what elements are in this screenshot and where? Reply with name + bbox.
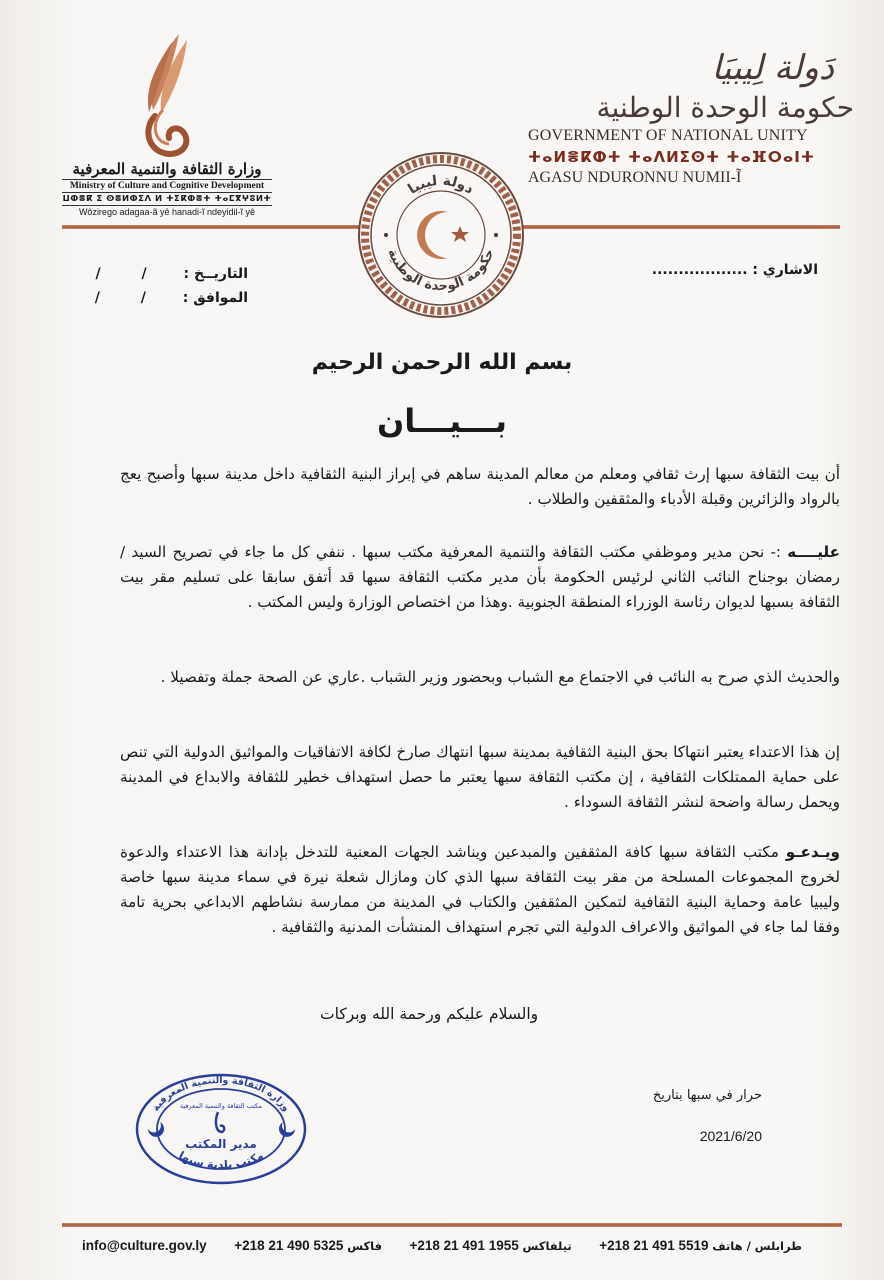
stamp-sub-text: مكتب الثقافة والتنمية المعرفية bbox=[179, 1102, 263, 1110]
address-label: طرابلس / هاتف bbox=[712, 1239, 802, 1253]
basmala: بسم الله الرحمن الرحيم bbox=[311, 350, 573, 375]
closing-salutation: والسلام عليكم ورحمة الله وبركات bbox=[320, 1005, 539, 1023]
svg-text:مكتب بلدية سبها bbox=[176, 1149, 265, 1172]
stamp-crescent-right-icon bbox=[279, 1122, 295, 1137]
issued-date: 2021/6/20 bbox=[699, 1128, 762, 1144]
stamp-feather-icon bbox=[216, 1112, 224, 1132]
gnu-title-amazigh: AGASU NDURONNU NUMII-Ĩ bbox=[528, 169, 742, 186]
government-seal-icon bbox=[356, 150, 526, 320]
paragraph-5-lead: ويـدعـو bbox=[785, 843, 840, 861]
gnu-title-ar: حكومة الوحدة الوطنية bbox=[596, 91, 854, 124]
paragraph-2-lead: عليــــه bbox=[787, 543, 840, 561]
stamp-crescent-left-icon bbox=[148, 1122, 164, 1137]
stamp-top-text: وزارة الثقافة والتنمية المعرفية bbox=[150, 1074, 292, 1114]
header-divider-left bbox=[62, 225, 362, 229]
footer-divider bbox=[62, 1223, 842, 1227]
paragraph-2: عليــــه :- نحن مدير وموظفي مكتب الثقافة والتنمية المعرفية مكتب سبها . ننفي كل ما جاء في تصريح السيد / رمضان بوجناح النائب الثاني لرئيس الحكومة بأن مدير مكتب الثقافة سبها قد أتفق سابقا على تسليم مقر بيت الثقافة بسبها لديوان رئاسة الوزراء المنطقة الجنوبية .وهذا من اختصاص الوزارة وليس المكتب . bbox=[120, 543, 840, 611]
stamp-office-text: مكتب بلدية سبها bbox=[176, 1148, 266, 1172]
fax-number: +218 21 490 5325 bbox=[234, 1238, 344, 1253]
phone-number: +218 21 491 5519 bbox=[599, 1238, 709, 1253]
header-divider-right bbox=[520, 225, 840, 229]
date-fields bbox=[94, 262, 248, 310]
paragraph-3: والحديث الذي صرح به النائب في الاجتماع مع الشباب وبحضور وزير الشباب .عاري عن الصحة جملة وتفصيلا . bbox=[160, 668, 840, 686]
footer-contacts bbox=[82, 1238, 802, 1253]
ministry-name-ar: وزارة الثقافة والتنمية المعرفية bbox=[62, 160, 272, 180]
stamp-role-text: مدير المكتب bbox=[185, 1137, 257, 1151]
ministry-name-tifinagh: ⵡⵀⴻⴽ ⵉ ⵙⴻⵍⵀⵉⴷ ⵍ ⵜⵉⴽⵀⴻⵜ ⵜⴰⵎⴳⵖⵓⵍⵜ bbox=[62, 194, 272, 204]
date-value: / / bbox=[95, 266, 165, 282]
fax-label: فاكس bbox=[347, 1239, 382, 1253]
statement-title: بـــيـــان bbox=[376, 402, 508, 440]
office-stamp-icon bbox=[134, 1072, 309, 1187]
state-of-libya-title: دَولة لِيبيَا bbox=[711, 48, 834, 88]
date-label: التاريــخ : bbox=[183, 266, 248, 282]
government-header bbox=[514, 48, 854, 188]
gregorian-date-row bbox=[95, 262, 248, 286]
gnu-title-tifinagh: ⵜⴰⵍⴻⴽⵀⵜ ⵜⴰⴷⵍⵉⵙⵜ ⵜⴰⴼⵔⴰⵏⵜ bbox=[528, 148, 815, 166]
footer-phone bbox=[599, 1238, 802, 1253]
seal-bottom-text: حكومة الوحدة الوطنية bbox=[384, 246, 498, 295]
ministry-feather-logo-icon bbox=[117, 30, 217, 160]
footer-telefax bbox=[410, 1238, 572, 1253]
ministry-name-en: Ministry of Culture and Cognitive Development bbox=[62, 180, 272, 193]
paragraph-5: ويـدعـو مكتب الثقافة سبها كافة المثقفين والمبدعين ويناشد الجهات المعنية للتدخل بإدانة هذا الاعتداء والدعوة لخروج المجموعات المسلحة من مقر بيت الثقافة سبها الذي كان ومازال شعلة نيرة في سماء مدينة سبها خاصة وليبيا عامة وحماية البنية الثقافية لتمكين المثقفين والكتاب في المدينة من ممارسة نشاطهم الابداعي بحرية تامة وفقا لما جاء في المواثيق والاعراف الدولية التي تجرم استهداف المنشأت المدنية والثقافية . bbox=[120, 843, 840, 936]
gnu-title-en: GOVERNMENT OF NATIONAL UNITY bbox=[528, 127, 808, 144]
hijri-date-row bbox=[94, 286, 248, 310]
paragraph-1: أن بيت الثقافة سبها إرث ثقافي ومعلم من معالم المدينة ساهم في إبراز البنية الثقافية داخل مدينة سبها وأصبح يعج بالرواد والزائرين وقبلة الأدباء والمثقفين والطلاب . bbox=[120, 465, 840, 508]
paragraph-4: إن هذا الاعتداء يعتبر انتهاكا بحق البنية الثقافية بمدينة سبها انتهاك صارخ لكافة الاتفاقيات والمواثيق الدولية التي تنص على حماية الممتلكات الثقافية ، إن مكتب الثقافة سبها يعتبر ما حصل استهداف خطير للثقافة والابداع في المدينة ويحمل رسالة واضحة لنشر الثقافة السوداء . bbox=[120, 743, 840, 811]
telefax-number: +218 21 491 1955 bbox=[409, 1238, 519, 1253]
hijri-value: / / bbox=[94, 290, 164, 306]
footer-email[interactable]: info@culture.gov.ly bbox=[82, 1238, 207, 1253]
footer-fax bbox=[234, 1238, 382, 1253]
hijri-label: الموافق : bbox=[182, 290, 248, 306]
ministry-header bbox=[62, 30, 272, 217]
issued-place: حرار في سبها بتاريخ bbox=[652, 1088, 762, 1103]
ministry-name-amazigh: Wôzirego adagaa-ã yê hanadi-ĩ ndeyidil-ĩ yê bbox=[78, 207, 256, 217]
reference-number-field: الاشاري : .................. bbox=[651, 262, 818, 278]
seal-top-text: دولة ليبيا bbox=[405, 172, 477, 198]
telefax-label: تيلفاكس bbox=[522, 1239, 572, 1253]
